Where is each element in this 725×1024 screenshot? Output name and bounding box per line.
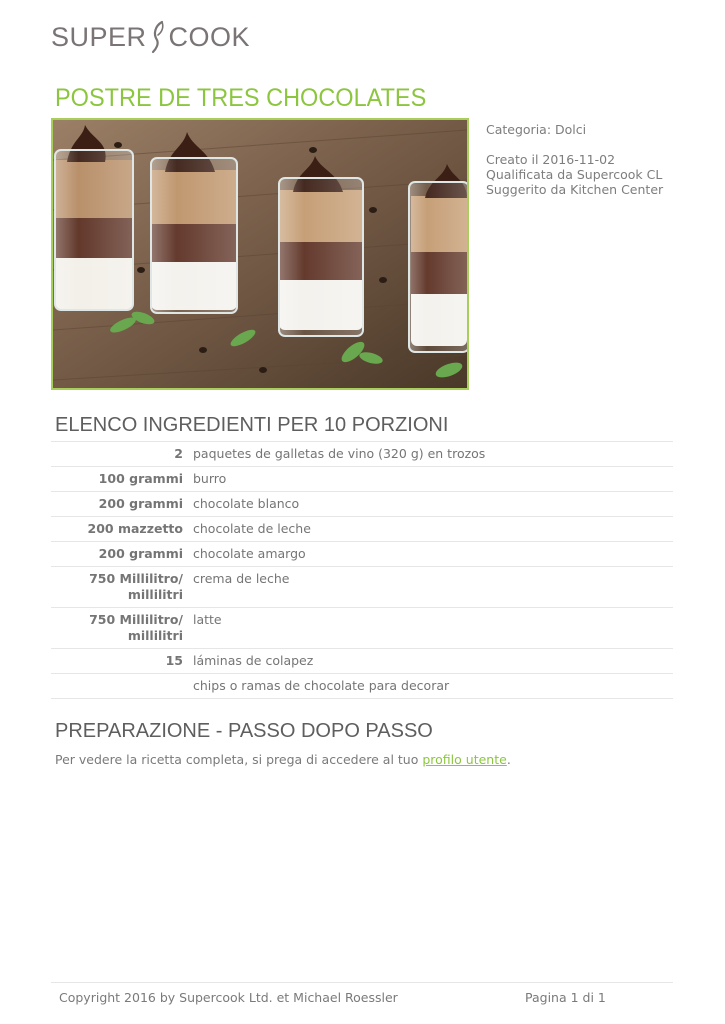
ingredient-qty: 200 grammi	[98, 546, 183, 561]
user-profile-link[interactable]: profilo utente	[422, 752, 507, 767]
ingredient-name: crema de leche	[193, 571, 290, 586]
dessert-glasses-illustration	[53, 120, 467, 388]
recipe-photo	[51, 118, 469, 390]
ingredient-row	[51, 492, 673, 517]
meta-created: Creato il 2016-11-02	[486, 152, 616, 167]
ingredient-qty: 750 Millilitro/ millilitri	[89, 571, 183, 602]
ingredient-qty: 15	[165, 653, 183, 668]
footer-divider	[51, 982, 673, 983]
ingredient-row	[51, 517, 673, 542]
ingredient-name: chocolate amargo	[193, 546, 306, 561]
ingredient-name: chocolate blanco	[193, 496, 300, 511]
ingredient-qty: 750 Millilitro/ millilitri	[89, 612, 183, 643]
logo-leaf-icon	[150, 20, 166, 54]
ingredient-row	[51, 649, 673, 674]
preparation-text-after: .	[506, 752, 511, 767]
footer-copyright: Copyright 2016 by Supercook Ltd. et Michael Roessler	[59, 990, 398, 1005]
footer-page-number: Pagina 1 di 1	[525, 990, 606, 1005]
meta-rated: Qualificata da Supercook CL	[486, 167, 663, 182]
preparation-text-before: Per vedere la ricetta completa, si prega di accedere al tuo	[55, 752, 423, 767]
ingredient-name: láminas de colapez	[193, 653, 314, 668]
meta-suggested: Suggerito da Kitchen Center	[486, 182, 664, 197]
supercook-logo	[51, 17, 250, 57]
ingredient-row	[51, 567, 673, 608]
recipe-meta	[486, 122, 663, 197]
ingredient-qty	[51, 674, 183, 698]
ingredient-row	[51, 608, 673, 649]
ingredient-name: paquetes de galletas de vino (320 g) en trozos	[193, 446, 486, 461]
preparation-text	[55, 752, 511, 767]
logo-text-super: SUPER	[51, 21, 147, 52]
ingredient-row	[51, 442, 673, 467]
ingredient-qty: 100 grammi	[98, 471, 183, 486]
ingredient-qty: 200 grammi	[98, 496, 183, 511]
ingredient-row	[51, 674, 673, 699]
ingredients-heading: ELENCO INGREDIENTI PER 10 PORZIONI	[55, 414, 449, 436]
meta-category: Categoria: Dolci	[486, 122, 587, 137]
ingredient-name: chips o ramas de chocolate para decorar	[193, 678, 450, 693]
preparation-heading: PREPARAZIONE - PASSO DOPO PASSO	[55, 720, 433, 742]
ingredient-name: burro	[193, 471, 227, 486]
ingredient-name: latte	[193, 612, 222, 627]
ingredient-name: chocolate de leche	[193, 521, 311, 536]
recipe-title: POSTRE DE TRES CHOCOLATES	[55, 84, 427, 112]
ingredient-row	[51, 542, 673, 567]
ingredients-table	[51, 441, 673, 699]
logo-text-cook: COOK	[168, 21, 251, 52]
ingredient-qty: 200 mazzetto	[87, 521, 183, 536]
ingredient-row	[51, 467, 673, 492]
ingredient-qty: 2	[174, 446, 183, 461]
